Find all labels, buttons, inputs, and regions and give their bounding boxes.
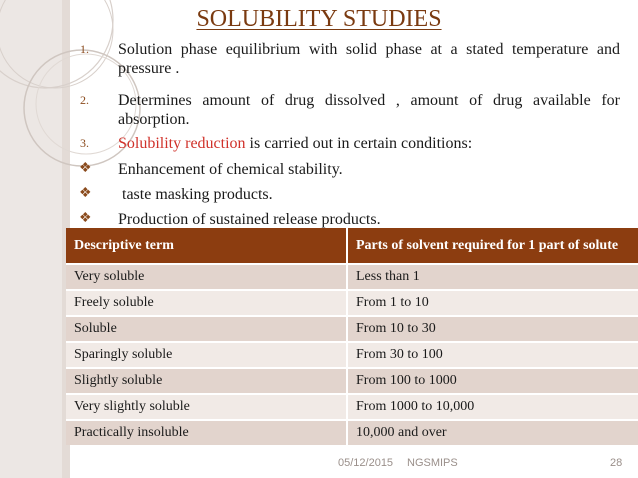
page-number: 28 xyxy=(610,457,623,469)
table-row xyxy=(66,264,638,290)
table-cell: From 1 to 10 xyxy=(347,290,638,316)
solubility-table xyxy=(66,228,638,445)
table-cell: From 100 to 1000 xyxy=(347,368,638,394)
table-cell: Less than 1 xyxy=(347,264,638,290)
slide-title: SOLUBILITY STUDIES xyxy=(196,6,442,32)
table-cell: From 10 to 30 xyxy=(347,316,638,342)
list-item-text: Solution phase equilibrium with solid phase at a stated temperature and pressure . xyxy=(118,41,620,77)
table-header-cell: Descriptive term xyxy=(66,228,347,264)
table-row xyxy=(66,342,638,368)
list-item-text-rest: is carried out in certain conditions: xyxy=(245,135,473,152)
footer-date: 05/12/2015 xyxy=(338,457,394,469)
list-item-text: Determines amount of drug dissolved , amount of drug available for absorption. xyxy=(118,92,620,128)
table-row xyxy=(66,316,638,342)
table-row xyxy=(66,290,638,316)
table-cell: From 30 to 100 xyxy=(347,342,638,368)
table-cell: Very soluble xyxy=(66,264,347,290)
bullet-item-text: Production of sustained release products. xyxy=(118,211,381,228)
diamond-bullet-icon: ❖ xyxy=(79,211,92,226)
bullet-item-text: taste masking products. xyxy=(118,186,273,203)
bullet-item-text: Enhancement of chemical stability. xyxy=(118,161,343,178)
footer-org: NGSMIPS xyxy=(407,457,458,469)
list-item-text xyxy=(118,134,620,153)
list-number: 1. xyxy=(80,42,89,56)
table-cell: Freely soluble xyxy=(66,290,347,316)
diamond-bullet-icon: ❖ xyxy=(79,186,92,201)
table-row xyxy=(66,420,638,445)
table-cell: Slightly soluble xyxy=(66,368,347,394)
table-cell: Very slightly soluble xyxy=(66,394,347,420)
table-row xyxy=(66,368,638,394)
table-row xyxy=(66,394,638,420)
table-cell: Sparingly soluble xyxy=(66,342,347,368)
highlight-text: Solubility reduction xyxy=(118,135,246,152)
table-header-row xyxy=(66,228,638,264)
diamond-bullet-icon: ❖ xyxy=(79,161,92,176)
table-cell: 10,000 and over xyxy=(347,420,638,445)
table-cell: From 1000 to 10,000 xyxy=(347,394,638,420)
table-cell: Soluble xyxy=(66,316,347,342)
list-number: 3. xyxy=(80,136,89,150)
table-cell: Practically insoluble xyxy=(66,420,347,445)
table-header-cell: Parts of solvent required for 1 part of solute xyxy=(347,228,638,264)
list-number: 2. xyxy=(80,93,89,107)
